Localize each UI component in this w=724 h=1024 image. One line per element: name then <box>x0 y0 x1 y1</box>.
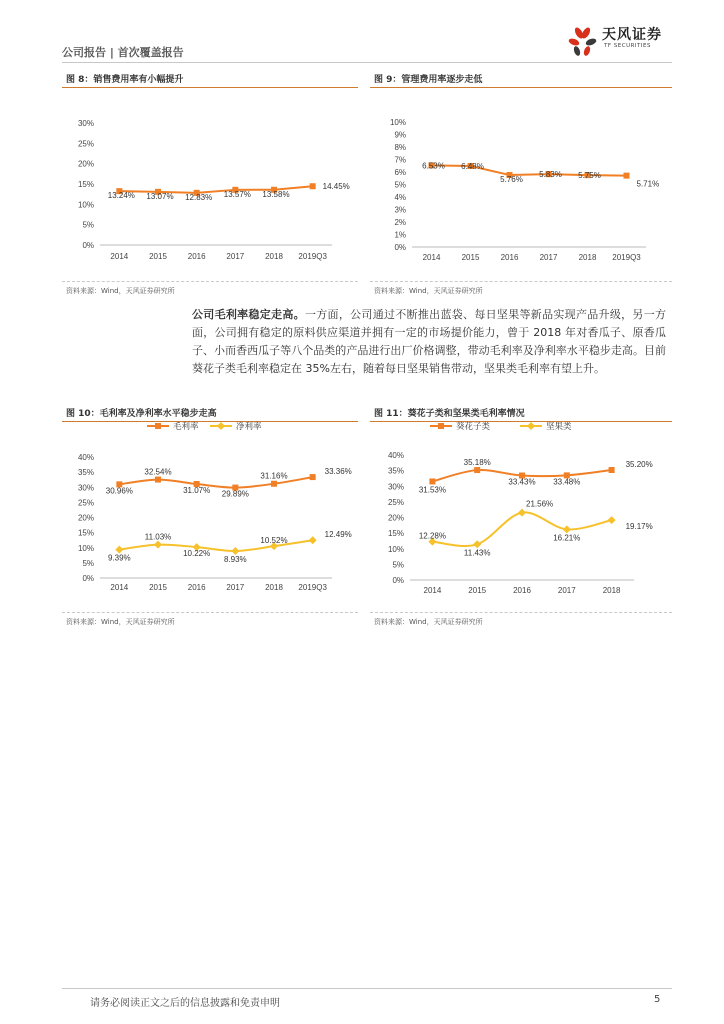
figure-9-rule <box>370 87 672 88</box>
brand-name: 天风证券 <box>602 27 662 43</box>
brand-logo <box>562 24 668 58</box>
y-tick-label: 20% <box>77 159 94 169</box>
data-point <box>154 541 162 549</box>
y-tick-label: 25% <box>77 139 94 149</box>
data-label: 31.07% <box>183 486 211 496</box>
y-tick-label: 20% <box>77 513 94 523</box>
x-tick-label: 2018 <box>265 252 283 261</box>
y-tick-label: 30% <box>77 483 94 493</box>
data-label: 6.53% <box>422 161 445 171</box>
legend-marker <box>438 423 444 429</box>
y-tick-label: 20% <box>387 513 404 523</box>
y-tick-label: 10% <box>77 543 94 553</box>
y-tick-label: 10% <box>389 118 406 127</box>
x-tick-label: 2016 <box>187 252 206 261</box>
figure-10-chart <box>62 421 358 608</box>
data-label: 5.71% <box>636 179 660 189</box>
figure-11-source-rule <box>370 612 672 613</box>
paragraph-body: 一方面，公司通过不断推出蓝袋、每日坚果等新品实现产品升级，另一方面，公司拥有稳定的原料供应渠道并拥有一定的市场提价能力，曾于 2018 年对香瓜子、原香瓜子、小而香西瓜子等八个品类的产品进行出厂价格调整，带动毛利率及净利率水平稳步走高。目前葵花子类毛利率稳定在 35%左右，随着每日坚果销售带动，坚果类毛利率有望上升。 <box>192 308 667 375</box>
brand-flower-icon <box>562 24 602 58</box>
y-tick-label: 5% <box>82 558 94 568</box>
data-label: 33.48% <box>553 477 581 487</box>
figure-11-chart <box>370 421 672 608</box>
data-point <box>115 546 123 554</box>
data-label: 13.07% <box>146 191 174 201</box>
x-tick-label: 2014 <box>423 586 442 595</box>
data-label: 33.43% <box>508 477 536 487</box>
data-label: 12.83% <box>185 192 213 202</box>
data-label: 16.21% <box>553 533 581 543</box>
data-label: 35.20% <box>625 460 653 469</box>
data-point <box>474 467 480 473</box>
data-label: 13.57% <box>223 189 251 199</box>
y-tick-label: 25% <box>77 498 94 508</box>
legend-marker <box>217 422 225 430</box>
footer-rule <box>62 988 672 989</box>
figure-10-title: 图 10：毛利率及净利率水平稳步走高 <box>66 409 217 419</box>
data-label: 30.96% <box>105 486 133 496</box>
x-tick-label: 2014 <box>110 252 129 261</box>
y-tick-label: 15% <box>387 529 404 539</box>
y-tick-label: 0% <box>82 241 94 250</box>
x-tick-label: 2015 <box>149 583 167 592</box>
y-tick-label: 40% <box>77 453 94 462</box>
x-tick-label: 2017 <box>226 583 245 592</box>
body-paragraph <box>192 306 666 378</box>
y-tick-label: 2% <box>394 218 406 227</box>
x-tick-label: 2015 <box>461 253 480 262</box>
x-tick-label: 2016 <box>500 253 519 262</box>
data-label: 12.28% <box>418 531 446 541</box>
figure-10-source: 资料来源：Wind，天风证券研究所 <box>66 618 175 626</box>
y-tick-label: 15% <box>77 528 94 538</box>
figure-8-source: 资料来源：Wind，天风证券研究所 <box>66 287 175 295</box>
x-tick-label: 2016 <box>513 586 531 595</box>
legend-marker <box>155 423 161 429</box>
series-line <box>432 512 611 546</box>
data-point <box>624 173 630 179</box>
y-tick-label: 5% <box>82 220 94 230</box>
x-tick-label: 2017 <box>557 586 576 595</box>
figure-10-source-rule <box>62 612 358 613</box>
y-tick-label: 25% <box>387 497 404 507</box>
data-label: 12.49% <box>324 530 352 540</box>
figure-8-rule <box>62 87 358 88</box>
y-tick-label: 15% <box>77 180 94 189</box>
y-tick-label: 35% <box>387 466 404 476</box>
legend-label: 葵花子类 <box>456 421 491 431</box>
y-tick-label: 0% <box>82 574 94 583</box>
x-tick-label: 2016 <box>187 583 206 592</box>
brand-petal <box>585 37 597 46</box>
y-tick-label: 0% <box>394 243 406 252</box>
y-tick-label: 4% <box>394 193 406 202</box>
figure-9-source: 资料来源：Wind，天风证券研究所 <box>374 287 483 295</box>
x-tick-label: 2015 <box>149 252 167 261</box>
x-tick-label: 2018 <box>265 583 283 592</box>
y-tick-label: 7% <box>394 155 406 165</box>
y-tick-label: 0% <box>392 576 404 585</box>
data-label: 29.89% <box>221 489 249 499</box>
data-point <box>155 477 161 483</box>
figure-11-source: 资料来源：Wind，天风证券研究所 <box>374 618 483 626</box>
x-tick-label: 2014 <box>110 583 129 592</box>
y-tick-label: 3% <box>394 205 406 215</box>
x-tick-label: 2019Q3 <box>298 252 327 261</box>
y-tick-label: 30% <box>387 482 404 492</box>
data-label: 21.56% <box>526 499 554 509</box>
data-label: 31.16% <box>260 471 288 481</box>
data-label: 32.54% <box>144 467 172 477</box>
data-point <box>609 467 615 473</box>
data-label: 8.93% <box>223 554 247 564</box>
figure-8-chart <box>62 95 358 275</box>
y-tick-label: 40% <box>387 451 404 460</box>
y-tick-label: 30% <box>77 119 94 128</box>
data-label: 13.58% <box>262 189 290 199</box>
data-label: 5.83% <box>539 170 562 180</box>
data-label: 11.43% <box>463 548 491 558</box>
data-label: 33.36% <box>324 467 352 477</box>
brand-petal <box>573 45 582 56</box>
figure-8-title: 图 8：销售费用率有小幅提升 <box>66 75 184 85</box>
figure-9-source-rule <box>370 281 672 282</box>
x-tick-label: 2018 <box>578 253 597 262</box>
y-tick-label: 8% <box>394 143 406 152</box>
data-label: 13.24% <box>107 191 135 201</box>
brand-name-en: TF SECURITIES <box>604 43 651 49</box>
data-point <box>473 540 481 548</box>
data-point <box>309 536 317 544</box>
data-point <box>429 478 435 484</box>
footer-disclaimer: 请务必阅读正文之后的信息披露和免责申明 <box>90 998 280 1009</box>
figure-11-title: 图 11：葵花子类和坚果类毛利率情况 <box>374 409 525 419</box>
data-point <box>271 481 277 487</box>
data-label: 9.39% <box>107 553 131 563</box>
data-point <box>518 509 526 517</box>
data-label: 31.53% <box>418 485 446 495</box>
figure-8-source-rule <box>62 281 358 282</box>
figure-9-title: 图 9：管理费用率逐步走低 <box>374 75 483 85</box>
data-point <box>231 547 239 555</box>
y-tick-label: 10% <box>387 544 404 554</box>
x-tick-label: 2015 <box>468 586 487 595</box>
data-label: 35.18% <box>463 458 491 468</box>
page-number: 5 <box>654 994 661 1005</box>
brand-petal <box>583 45 592 56</box>
report-type: 公司报告 | 首次覆盖报告 <box>62 46 184 59</box>
paragraph-lead: 公司毛利率稳定走高。 <box>192 308 305 321</box>
data-label: 5.75% <box>578 171 601 181</box>
x-tick-label: 2018 <box>602 586 621 595</box>
legend-marker <box>527 422 535 430</box>
y-tick-label: 9% <box>394 130 406 140</box>
data-label: 10.22% <box>183 549 211 559</box>
data-point <box>310 183 316 189</box>
y-tick-label: 1% <box>394 230 406 240</box>
brand-petal <box>568 37 580 46</box>
legend-label: 净利率 <box>236 421 262 431</box>
figure-10-rule <box>62 421 358 422</box>
figure-11-rule <box>370 421 672 422</box>
data-point <box>608 516 616 524</box>
x-tick-label: 2014 <box>422 253 441 262</box>
x-tick-label: 2019Q3 <box>612 253 641 262</box>
data-label: 19.17% <box>625 522 653 532</box>
data-label: 6.48% <box>461 162 484 171</box>
y-tick-label: 5% <box>394 180 406 190</box>
y-tick-label: 5% <box>392 560 404 570</box>
y-tick-label: 35% <box>77 468 94 478</box>
x-tick-label: 2017 <box>226 252 245 261</box>
y-tick-label: 10% <box>77 200 94 210</box>
figure-9-chart <box>370 95 672 275</box>
data-label: 11.03% <box>144 532 172 542</box>
page-header <box>62 27 672 63</box>
x-tick-label: 2017 <box>539 253 558 262</box>
y-tick-label: 6% <box>394 168 406 177</box>
x-tick-label: 2019Q3 <box>298 583 327 592</box>
data-point <box>563 525 571 533</box>
legend-label: 毛利率 <box>173 421 199 431</box>
data-point <box>310 474 316 480</box>
data-label: 5.76% <box>500 175 523 184</box>
legend-label: 坚果类 <box>546 421 572 431</box>
data-label: 10.52% <box>260 536 288 546</box>
data-label: 14.45% <box>322 182 350 192</box>
